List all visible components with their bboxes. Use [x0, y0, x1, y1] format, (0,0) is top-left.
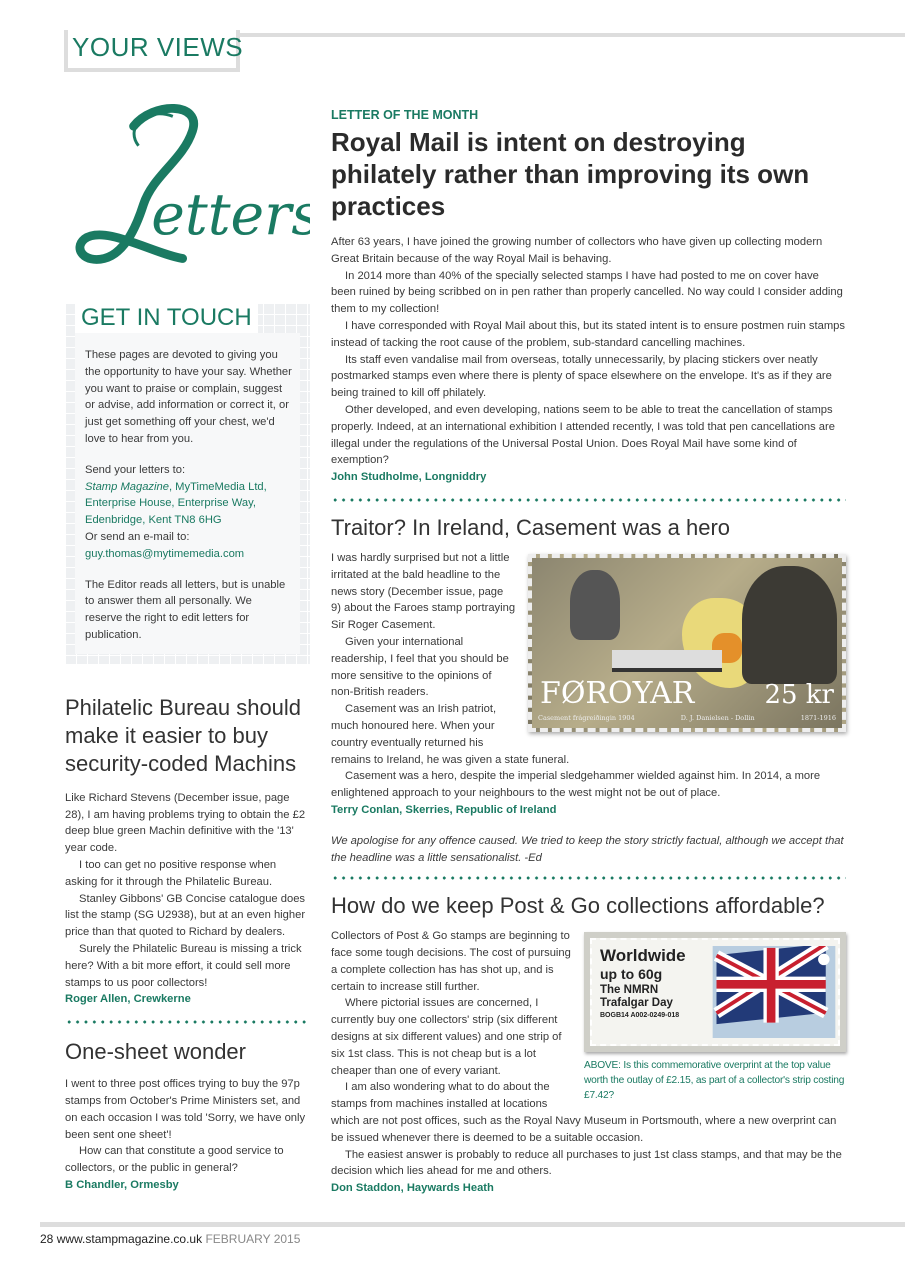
svg-text:etters: etters	[151, 182, 310, 248]
footer-rule	[40, 1222, 905, 1227]
letter-title: How do we keep Post & Go collections affordable?	[331, 893, 825, 919]
paragraph: I went to three post offices trying to buy the 97p stamps from October's Prime Ministers set, and on each occasion I was told 'Sorry, we have only been sent one sheet'!	[65, 1078, 306, 1141]
stamp-line2: up to 60g	[600, 965, 663, 982]
letter-signature: Roger Allen, Crewkerne	[65, 993, 191, 1006]
letter-signature: Don Staddon, Haywards Heath	[331, 1182, 494, 1195]
letter-traitor	[331, 550, 846, 866]
letter-one-sheet	[65, 1038, 310, 1194]
dotted-divider	[65, 1020, 310, 1024]
send-label: Send your letters to:	[85, 463, 186, 476]
get-in-touch-body	[75, 333, 300, 654]
paragraph: Its staff even vandalise mail from overseas, totally unnecessarily, by placing stickers over neatly postmarked stamps even where there is plenty of space elsewhere on the envelope. It's as if they are being trained to kill off philately.	[331, 353, 832, 400]
letter-signature: B Chandler, Ormesby	[65, 1178, 179, 1191]
stamp-caption-left: Casement frágreiðingin 1904	[538, 713, 635, 722]
letter-title: Royal Mail is intent on destroying philately rather than improving its own practices	[331, 127, 810, 221]
letter-kicker: LETTER OF THE MONTH	[331, 108, 479, 122]
letter-title: Traitor? In Ireland, Casement was a hero	[331, 514, 731, 540]
union-flag-icon	[712, 946, 836, 1038]
paragraph: Other developed, and even developing, nations seem to be able to treat the cancellation of stamps properly. Indeed, at an international exhibition I attended recently, I was told that pen cancellations are illegal under the regulations of the Universal Postal Union. Does Royal Mail have some kind of exemption?	[331, 403, 835, 467]
paragraph: In 2014 more than 40% of the specially selected stamps I have had posted to me on cover have been ruined by being scribbed on in pen rather than properly cancelled. No way could I consider adding them to my collection!	[331, 269, 843, 316]
postal-address: , MyTimeMedia Ltd, Enterprise House, Enterprise Way, Edenbridge, Kent TN8 6HG	[85, 480, 267, 527]
section-title: YOUR VIEWS	[72, 32, 244, 62]
footer-url: www.stampmagazine.co.uk	[56, 1232, 203, 1246]
footer-issue: FEBRUARY 2015	[205, 1232, 301, 1246]
letter-post-and-go	[331, 928, 846, 1197]
letters-logo-graphic	[65, 95, 310, 275]
letter-philatelic-bureau	[65, 694, 310, 1024]
letter-signature: John Studholme, Longniddry	[331, 471, 487, 484]
dotted-divider	[331, 876, 846, 880]
letter-title: Philatelic Bureau should make it easier to buy security-coded Machins	[65, 694, 302, 776]
letters-logo	[65, 95, 310, 275]
steamboat	[612, 650, 722, 672]
stamp-caption-right: 1871-1916	[800, 713, 836, 722]
paragraph: I have corresponded with Royal Mail about this, but its stated intent is to ensure postmen ruin stamps instead of tacking the root cause of the problem, sub-standard cancelling machines.	[331, 319, 845, 349]
paragraph: I am also wondering what to do about the stamps from machines installed at locations which are not post offices, such as the Royal Navy Museum in Portsmouth, where a new overprint can be issued whenever there is deemed to be a suitable occasion.	[331, 1081, 837, 1144]
paragraph: How can that constitute a good service to collectors, or the public in general?	[65, 1145, 284, 1175]
post-and-go-stamp-image	[584, 932, 846, 1052]
paragraph: Surely the Philatelic Bureau is missing a trick here? With a bit more effort, it could sell more stamps to us poor collectors!	[65, 942, 302, 989]
paragraph: Given your international readership, I feel that you should be more sensitive to the opinions of non-British readers.	[331, 635, 509, 699]
top-rule	[236, 33, 905, 37]
right-column	[331, 108, 846, 1197]
stamp-country: FØROYAR	[540, 675, 695, 711]
editor-note: We apologise for any offence caused. We tried to keep the story strictly factual, although we accept that the headline was a little sensationalist. -Ed	[331, 834, 844, 864]
letter-of-the-month	[331, 108, 846, 486]
dotted-divider	[331, 498, 846, 502]
email-link[interactable]: guy.thomas@mytimemedia.com	[85, 547, 245, 560]
email-label: Or send an e-mail to:	[85, 530, 190, 543]
magazine-name: Stamp Magazine	[85, 480, 169, 493]
editor-note: The Editor reads all letters, but is unable to answer them all personally. We reserve the right to edit letters for publication.	[85, 578, 286, 641]
paragraph: Casement was a hero, despite the imperial sledgehammer wielded against him. In 2014, a more enlightened approach to your neighbours to the west might not be out of place.	[331, 770, 821, 800]
letter-signature: Terry Conlan, Skerries, Republic of Ireland	[331, 803, 557, 816]
stamp-line4: Trafalgar Day	[600, 997, 673, 1010]
paragraph: Casement was an Irish patriot, much honoured here. When your country eventually returned his remains to Ireland, he was given a state funeral.	[331, 703, 570, 766]
get-in-touch-panel	[65, 303, 310, 664]
stamp-line3: The NMRN	[600, 983, 659, 996]
paragraph: Stanley Gibbons' GB Concise catalogue does list the stamp (SG U2938), but at an even higher price than that quoted to Richard by dealers.	[65, 892, 306, 939]
paragraph: Where pictorial issues are concerned, I currently buy one collectors' strip (six different designs at six different values) and one strip of six 1st class. This is not cheap but is a lot cheaper than one of every variant.	[331, 997, 562, 1077]
paragraph: Collectors of Post & Go stamps are beginning to face some tough decisions. The cost of pursuing a complete collection has has shot up, and is certain to increase still further.	[331, 930, 571, 993]
intro-text: These pages are devoted to giving you the opportunity to have your say. Whether you want to praise or complain, suggest or advise, add information or correct it, or just get something off your chest, we'd love to hear from you.	[85, 349, 292, 445]
paragraph: After 63 years, I have joined the growing number of collectors who have given up collecting modern Great Britain because of the way Royal Mail is behaving.	[331, 236, 823, 265]
stamp-value: 25 kr	[764, 679, 834, 710]
portrait-left	[570, 570, 620, 640]
footer	[40, 1232, 300, 1246]
left-column	[65, 95, 310, 1194]
portrait-right	[742, 566, 837, 684]
paragraph: I too can get no positive response when asking for it through the Philatelic Bureau.	[65, 858, 277, 888]
paragraph: The easiest answer is probably to reduce all purchases to just 1st class stamps, and that may be the decision which lies ahead for me and others.	[331, 1148, 842, 1178]
paragraph: Like Richard Stevens (December issue, page 28), I am having problems trying to obtain the £2 deep blue green Machin definitive with the '13' year code.	[65, 791, 306, 855]
paragraph: I was hardly surprised but not a little irritated at the bald headline to the news story (December issue, page 9) about the Faroes stamp portraying Sir Roger Casement.	[331, 551, 516, 632]
stamp-code: BOGB14 A002-0249-018	[600, 1012, 680, 1020]
image-caption: ABOVE: Is this commemorative overprint at the top value worth the outlay of £2.15, as part of a collector's strip costing £7.42?	[584, 1060, 845, 1102]
page-number: 28	[40, 1232, 54, 1246]
letter-title: One-sheet wonder	[65, 1039, 246, 1065]
get-in-touch-title: GET IN TOUCH	[75, 303, 258, 333]
faroes-stamp-image	[528, 554, 846, 732]
stamp-caption-mid: D. J. Danielsen - Dollin	[680, 713, 755, 722]
post-and-go-figure	[584, 932, 846, 1103]
stamp-line1: Worldwide	[600, 946, 686, 966]
